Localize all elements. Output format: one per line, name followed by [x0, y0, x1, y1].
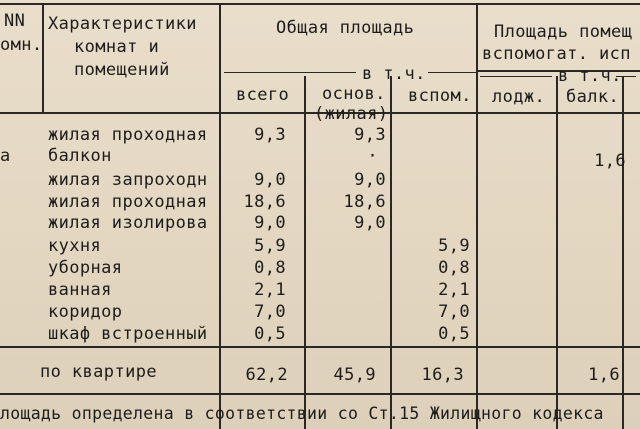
room-number-header: омн.: [0, 35, 43, 55]
room-name: уборная: [48, 258, 123, 278]
col-divider-7: [622, 76, 624, 429]
area-total: 0,5: [254, 324, 286, 344]
aux-area-header-line-1: Площадь помещ: [494, 22, 633, 42]
col-divider-6: [556, 76, 558, 429]
aux-area-header-line-2: вспомогат. исп: [482, 44, 631, 64]
osnov-header: основ.: [322, 84, 386, 104]
characteristics-header-line-3: помещений: [74, 60, 170, 80]
area-total: 9,0: [254, 213, 286, 233]
area-aux: 2,1: [438, 280, 470, 300]
room-number: а: [0, 146, 11, 166]
room-name: жилая проходная: [48, 125, 208, 145]
area-aux: 5,9: [438, 236, 470, 256]
area-main: 9,0: [354, 213, 386, 233]
vsego-header: всего: [236, 85, 290, 105]
total-area-sum: 62,2: [245, 365, 288, 385]
room-name: коридор: [48, 302, 123, 322]
area-aux: 7,0: [438, 302, 470, 322]
area-total: 5,9: [254, 236, 286, 256]
area-aux: 0,5: [438, 324, 470, 344]
rule-top: [0, 3, 640, 5]
characteristics-header-line-1: Характеристики: [48, 14, 197, 34]
total-area-header: Общая площадь: [276, 18, 415, 38]
area-total: 0,8: [254, 258, 286, 278]
footer-note: лощадь определена в соответствии со Ст.15 Жилищного кодекса: [0, 404, 604, 423]
col-divider-2: [219, 3, 221, 429]
col-divider-3: [304, 76, 306, 429]
incl-aux-line-left: [480, 76, 552, 77]
room-name: жилая изолирова: [48, 213, 208, 233]
total-balcony-sum: 1,6: [588, 365, 620, 385]
room-name: жилая проходная: [48, 192, 208, 212]
incl-header: в т.ч.: [362, 64, 426, 84]
incl-aux-header: в т.ч.: [558, 66, 622, 86]
balk-header: балк.: [566, 87, 620, 107]
area-total: 9,0: [254, 170, 286, 190]
room-name: шкаф встроенный: [48, 324, 208, 344]
area-main: ·: [367, 146, 378, 166]
room-name: жилая запроходн: [48, 170, 208, 190]
rule-total-top: [0, 346, 640, 348]
incl-line-left: [224, 72, 356, 73]
total-main-sum: 45,9: [333, 365, 376, 385]
total-label: по квартире: [40, 362, 157, 382]
area-total: 2,1: [254, 280, 286, 300]
lodzh-header: лодж.: [492, 87, 546, 107]
room-name: балкон: [48, 146, 112, 166]
room-name: кухня: [48, 236, 102, 256]
room-name: ванная: [48, 280, 112, 300]
total-aux-sum: 16,3: [421, 365, 464, 385]
incl-line-right: [428, 72, 476, 73]
area-main: 18,6: [343, 192, 386, 212]
col-divider-1: [42, 3, 44, 112]
characteristics-header-line-2: комнат и: [74, 37, 160, 57]
area-total: 18,6: [243, 192, 286, 212]
area-balcony: 1,6: [594, 151, 626, 171]
rule-total-bottom: [0, 393, 640, 395]
col-divider-5: [476, 3, 478, 429]
vspom-header: вспом.: [408, 86, 472, 106]
area-main: 9,3: [354, 125, 386, 145]
area-total: 9,3: [254, 125, 286, 145]
area-total: 7,0: [254, 302, 286, 322]
col-divider-4: [390, 76, 392, 429]
zhilaya-header: (жилая): [314, 104, 389, 124]
area-main: 9,0: [354, 170, 386, 190]
area-aux: 0,8: [438, 258, 470, 278]
nn-header: NN: [4, 11, 26, 31]
